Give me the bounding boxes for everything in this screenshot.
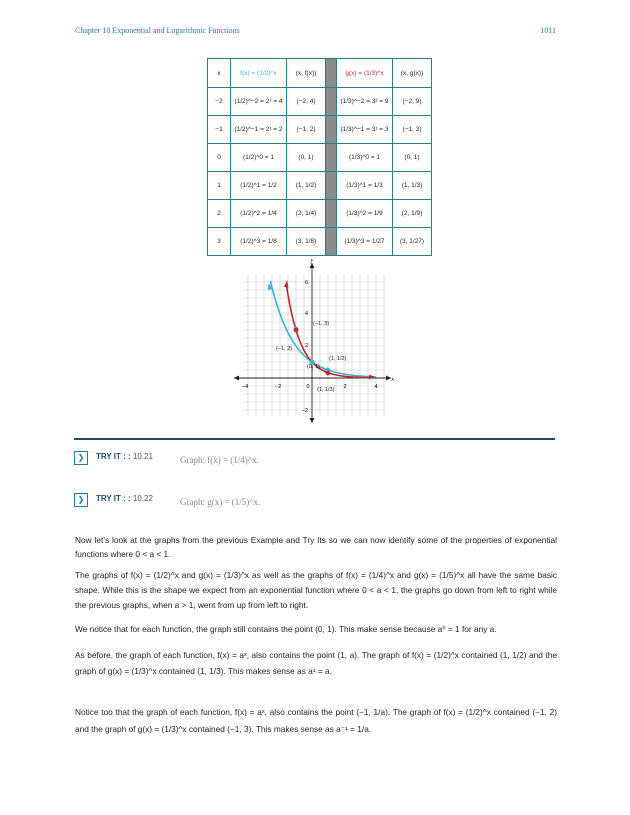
- table-separator: [326, 228, 337, 256]
- label-0-1: (0, 1): [307, 364, 320, 370]
- exponential-graph: [228, 255, 393, 425]
- try-it-label: TRY IT : : 10.22: [96, 494, 153, 503]
- paragraph-shape: The graphs of f(x) = (1/2)^x and g(x) = (1/3)^x as well as the graphs of f(x) = (1/4)^x and g(x) = (1/5)^x all have the same basic shape. While this is the shape we expect from an exponential function where 0 < a < 1, the graphs go down from left to right while the previous graphs, when a > 1, went from up from left to right.: [75, 570, 557, 610]
- y-tick-label: 2: [304, 343, 308, 349]
- cell-g: (1/3)^−1 = 3¹ = 3: [337, 116, 393, 144]
- y-tick-label: 4: [304, 311, 308, 317]
- header-f: f(x) = (1/2)^x: [231, 59, 287, 88]
- page-number: 1011: [540, 26, 556, 35]
- expand-chevron-icon[interactable]: ❯: [74, 451, 88, 465]
- label-1-third: (1, 1/3): [317, 387, 335, 393]
- cell-g: (1/3)^3 = 1/27: [337, 228, 393, 256]
- cell-x: 0: [208, 144, 231, 172]
- table-separator: [326, 144, 337, 172]
- paragraph-point-1-a: As before, the graph of each function, f(x) = aˣ, also contains the point (1, a). The graph of f(x) = (1/2)^x contained (1, 1/2) and the graph of g(x) = (1/3)^x contained (1, 1/3). This makes sense as a¹ = a.: [75, 650, 557, 676]
- label-1-half: (1, 1/2): [329, 356, 347, 362]
- table-row: [208, 88, 432, 116]
- paragraph-point-0-1: We notice that for each function, the graph still contains the point (0, 1). This make sense because a⁰ = 1 for any a.: [75, 624, 497, 634]
- point-g-neg1: [294, 328, 299, 333]
- cell-fp: (1, 1/2): [287, 172, 326, 200]
- cell-x: 3: [208, 228, 231, 256]
- table-separator: [326, 88, 337, 116]
- table-row: [208, 200, 432, 228]
- table-separator: [326, 59, 337, 88]
- cell-f: (1/2)^3 = 1/8: [231, 228, 287, 256]
- axes: [234, 263, 391, 423]
- cell-fp: (2, 1/4): [287, 200, 326, 228]
- cell-gp: (2, 1/9): [393, 200, 432, 228]
- cell-g: (1/3)^2 = 1/9: [337, 200, 393, 228]
- cell-fp: (3, 1/8): [287, 228, 326, 256]
- table-row: [208, 228, 432, 256]
- y-tick-label: 6: [304, 280, 308, 286]
- table-separator: [326, 172, 337, 200]
- header-x: x: [208, 59, 231, 88]
- chapter-header: Chapter 10 Exponential and Logarithmic Functions: [75, 26, 240, 35]
- header-gp: (x, g(x)): [393, 59, 432, 88]
- x-axis-label: x: [391, 377, 394, 383]
- cell-gp: (−2, 9): [393, 88, 432, 116]
- x-tick-label: 0: [306, 384, 310, 390]
- y-tick-label: −2: [301, 408, 308, 414]
- label-neg1-3: (−1, 3): [313, 321, 330, 327]
- table-separator: [326, 200, 337, 228]
- label-neg1-2: (−1, 2): [275, 346, 292, 352]
- cell-gp: (1, 1/3): [393, 172, 432, 200]
- cell-gp: (3, 1/27): [393, 228, 432, 256]
- cell-f: (1/2)^1 = 1/2: [231, 172, 287, 200]
- table-header-row: [208, 59, 432, 88]
- table-row: [208, 144, 432, 172]
- paragraph-point-neg1: Notice too that the graph of each function, f(x) = aˣ, also contains the point (−1, 1/a). The graph of f(x) = (1/2)^x contained (−1, 2) and the graph of g(x) = (1/3)^x contained (−1, 3). This makes sense as a⁻¹ = 1/a.: [75, 707, 557, 734]
- arrow-g-right-icon: [369, 375, 375, 380]
- section-divider: [74, 438, 555, 440]
- x-tick-label: −2: [274, 384, 282, 390]
- cell-g: (1/3)^0 = 1: [337, 144, 393, 172]
- cell-fp: (0, 1): [287, 144, 326, 172]
- try-it-task: Graph: f(x) = (1/4)^x.: [180, 455, 259, 465]
- cell-f: (1/2)^−1 = 2¹ = 2: [231, 116, 287, 144]
- cell-f: (1/2)^−2 = 2² = 4: [231, 88, 287, 116]
- try-it-task: Graph: g(x) = (1/5)^x.: [180, 497, 261, 507]
- cell-gp: (0, 1): [393, 144, 432, 172]
- cell-g: (1/3)^−2 = 3² = 9: [337, 88, 393, 116]
- cell-x: −1: [208, 116, 231, 144]
- cell-fp: (−1, 2): [287, 116, 326, 144]
- cell-g: (1/3)^1 = 1/3: [337, 172, 393, 200]
- expand-chevron-icon[interactable]: ❯: [74, 493, 88, 507]
- x-tick-label: 2: [343, 384, 347, 390]
- cell-f: (1/2)^0 = 1: [231, 144, 287, 172]
- cell-x: 2: [208, 200, 231, 228]
- try-it-label: TRY IT : : 10.21: [96, 452, 153, 461]
- paragraph-intro: Now let’s look at the graphs from the previous Example and Try Its so we can now identify some of the properties of exponential functions where 0 < a < 1.: [75, 535, 557, 559]
- x-tick-label: 4: [374, 384, 378, 390]
- point-g-1: [326, 371, 331, 376]
- y-axis-label: y: [310, 258, 314, 264]
- table-row: [208, 172, 432, 200]
- values-table: [207, 58, 432, 256]
- cell-x: 1: [208, 172, 231, 200]
- cell-x: −2: [208, 88, 231, 116]
- table-row: [208, 116, 432, 144]
- header-g: g(x) = (1/3)^x: [337, 59, 393, 88]
- header-fp: (x, f(x)): [287, 59, 326, 88]
- cell-fp: (−2, 4): [287, 88, 326, 116]
- cell-gp: (−1, 3): [393, 116, 432, 144]
- table-separator: [326, 116, 337, 144]
- grid: [242, 275, 384, 415]
- cell-f: (1/2)^2 = 1/4: [231, 200, 287, 228]
- x-tick-label: −4: [241, 384, 249, 390]
